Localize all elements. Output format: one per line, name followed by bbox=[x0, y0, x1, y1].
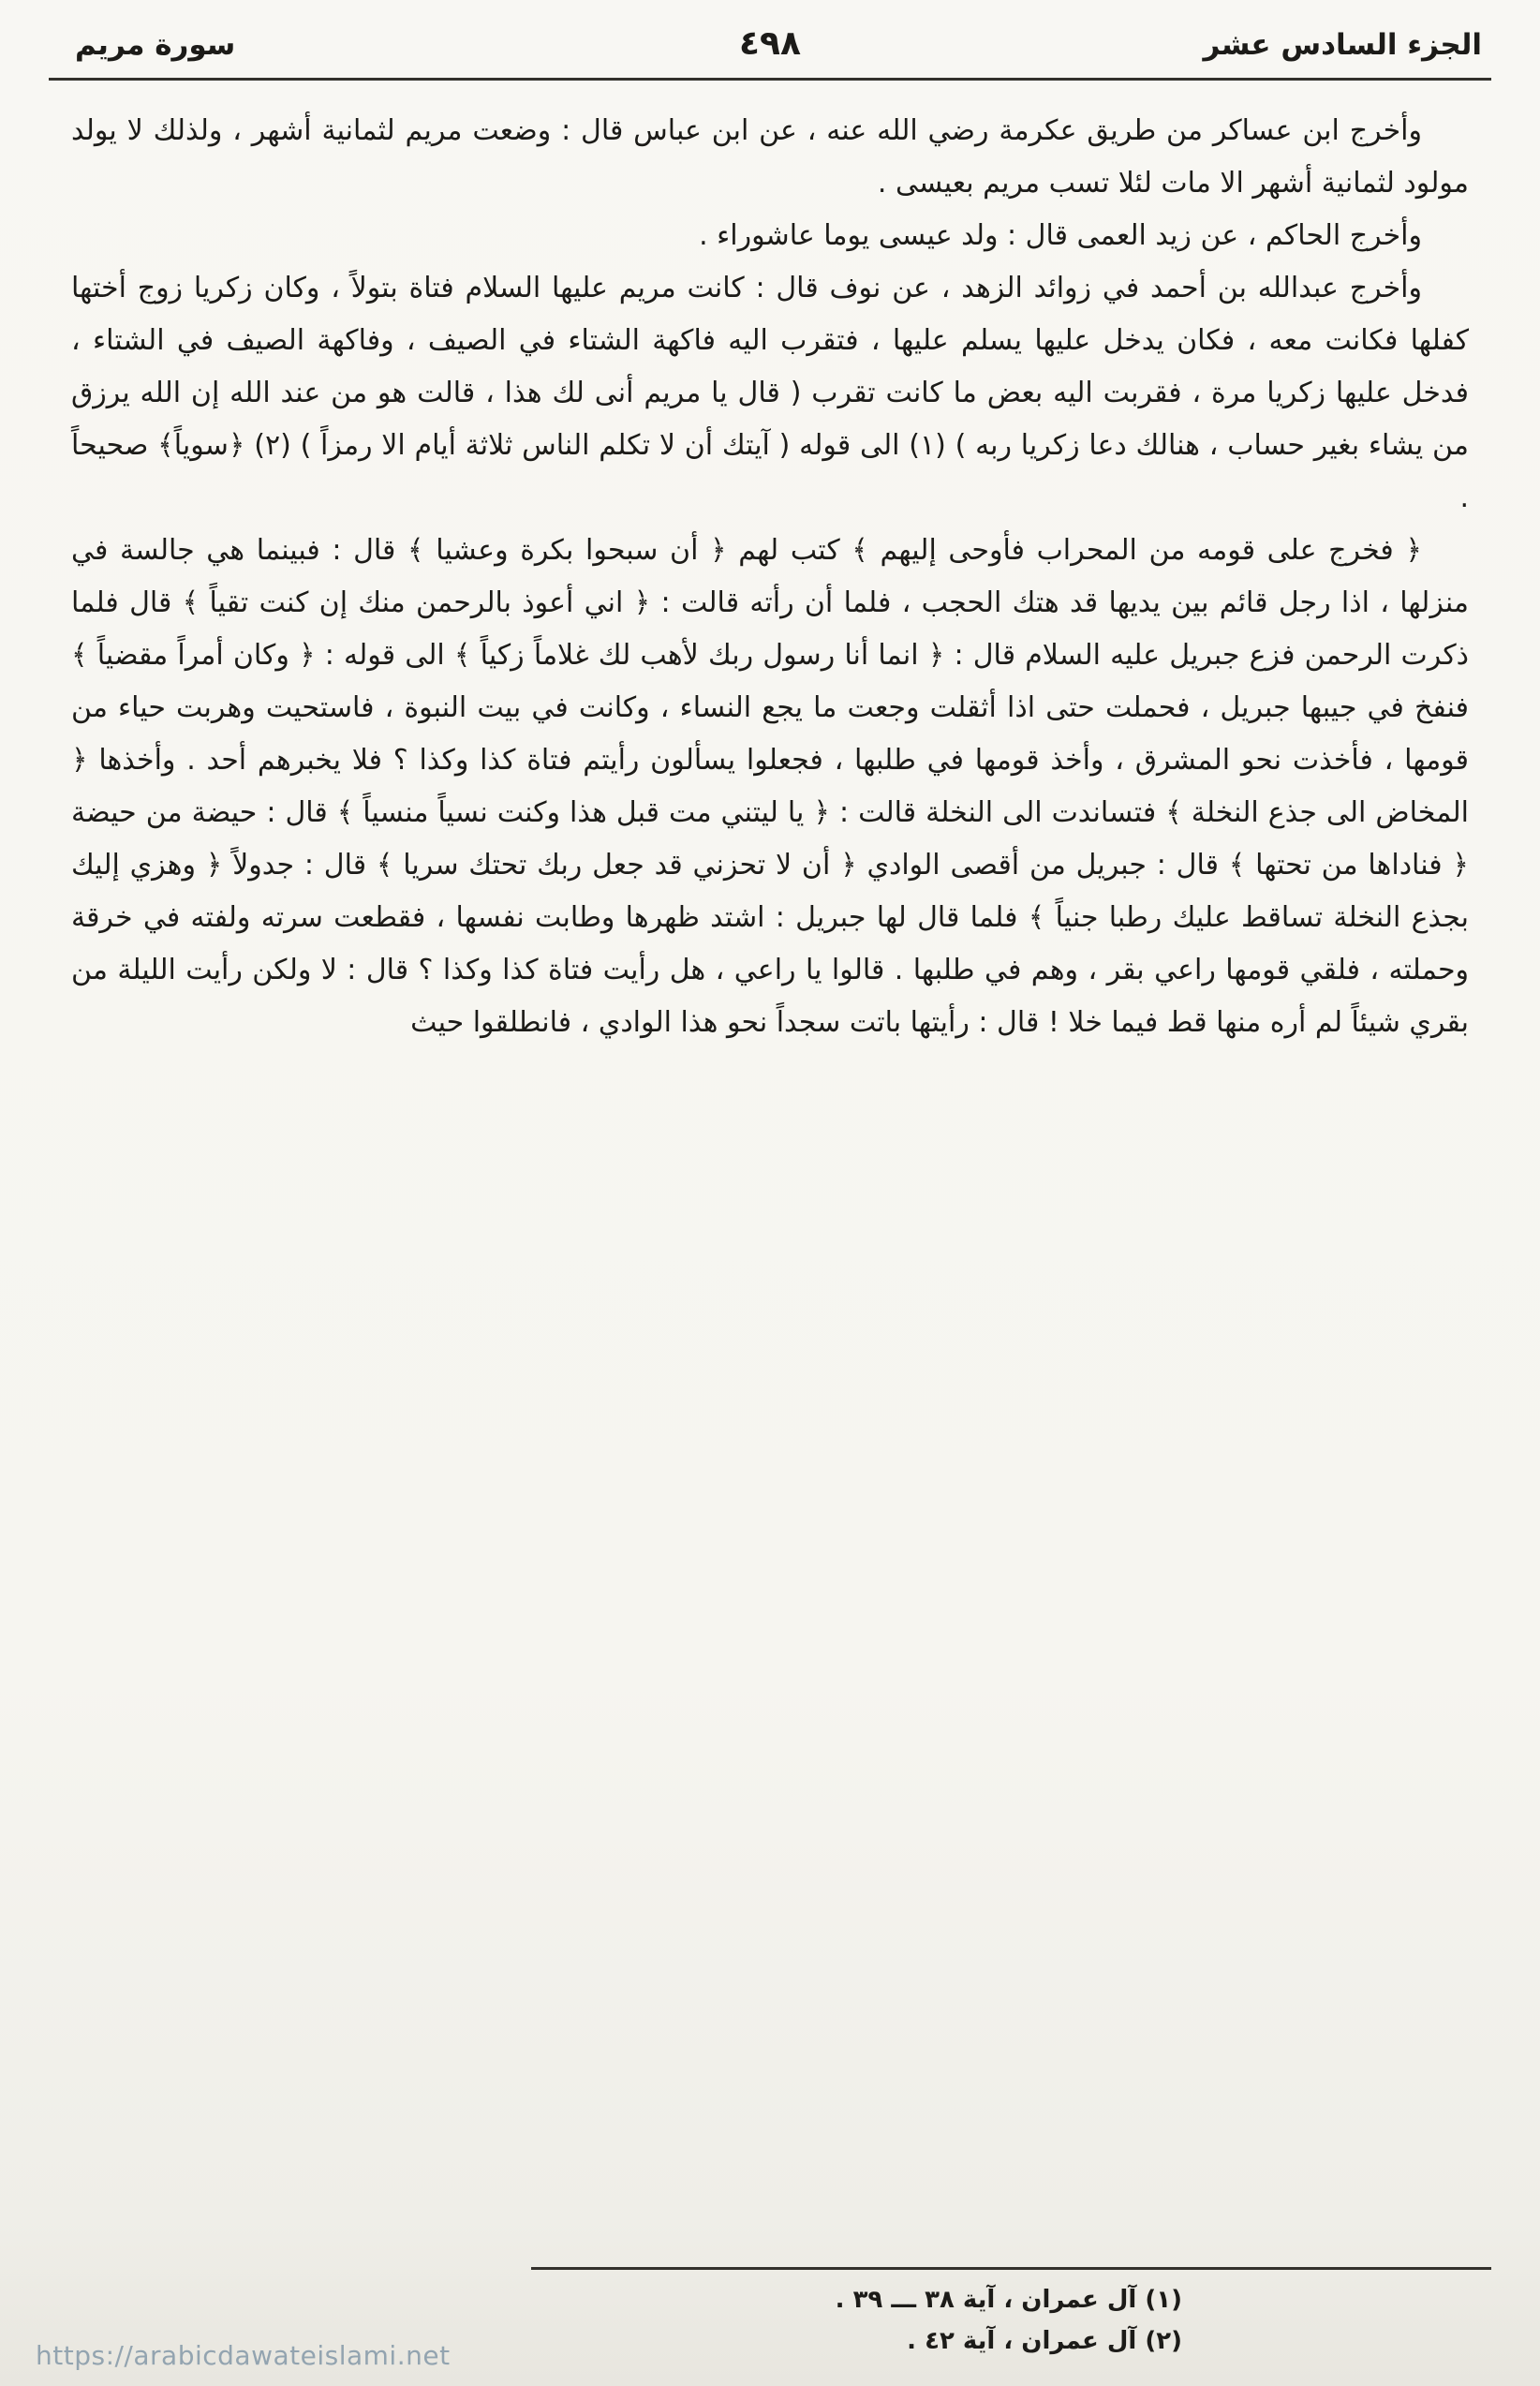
footnote-2: (٢) آل عمران ، آية ٤٢ . bbox=[907, 2327, 1182, 2355]
header-divider bbox=[49, 78, 1491, 81]
surah-title: سورة مريم bbox=[75, 28, 236, 62]
paragraph-abdullah-ibn-ahmad: وأخرج عبدالله بن أحمد في زوائد الزهد ، عن نوف قال : كانت مريم عليها السلام فتاة بتولاً ، وكان زكريا زوج أختها كفلها فكانت معه ، فكان يدخل عليها يسلم عليها ، فتقرب اليه فاكهة الشتاء في الصيف ، وفاكهة الصيف في الشتاء ، فدخل عليها زكريا مرة ، فقربت اليه بعض ما كانت تقرب ( قال يا مريم أنى لك هذا ، قالت هو من عند الله إن الله يرزق من يشاء بغير حساب ، هنالك دعا زكريا ربه ) (١) الى قوله ( آيتك أن لا تكلم الناس ثلاثة أيام الا رمزاً ) (٢) ﴿سوياً﴾ صحيحاً . bbox=[71, 272, 1469, 514]
page-header bbox=[0, 0, 1540, 63]
juz-title: الجزء السادس عشر bbox=[1203, 28, 1482, 62]
paragraph-ibn-asakir: وأخرج ابن عساكر من طريق عكرمة رضي الله عنه ، عن ابن عباس قال : وضعت مريم لثمانية أشهر ، ولذلك لا يولد مولود لثمانية أشهر الا مات لئلا تسب مريم بعيسى . bbox=[71, 114, 1469, 200]
page-number: ٤٩٨ bbox=[739, 24, 801, 63]
footnote-divider bbox=[531, 2267, 1491, 2270]
paragraph-al-hakim: وأخرج الحاكم ، عن زيد العمى قال : ولد عيسى يوما عاشوراء . bbox=[699, 219, 1422, 252]
footnote-1: (١) آل عمران ، آية ٣٨ ـــ ٣٩ . bbox=[835, 2286, 1182, 2314]
paragraph-narration-maryam: ﴿ فخرج على قومه من المحراب فأوحى إليهم ﴾ كتب لهم ﴿ أن سبحوا بكرة وعشيا ﴾ قال : فبينما هي جالسة في منزلها ، اذا رجل قائم بين يديها قد هتك الحجب ، فلما أن رأته قالت : ﴿ اني أعوذ بالرحمن منك إن كنت تقياً ﴾ قال فلما ذكرت الرحمن فزع جبريل عليه السلام قال : ﴿ انما أنا رسول ربك لأهب لك غلاماً زكياً ﴾ الى قوله : ﴿ وكان أمراً مقضياً ﴾ فنفخ في جيبها جبريل ، فحملت حتى اذا أثقلت وجعت ما يجع النساء ، وكانت في بيت النبوة ، فاستحيت وهربت حياء من قومها ، فأخذت نحو المشرق ، وأخذ قومها في طلبها ، فجعلوا يسألون رأيتم فتاة كذا وكذا ؟ فلا يخبرهم أحد . وأخذها ﴿ المخاض الى جذع النخلة ﴾ فتساندت الى النخلة قالت : ﴿ يا ليتني مت قبل هذا وكنت نسياً منسياً ﴾ قال : حيضة من حيضة ﴿ فناداها من تحتها ﴾ قال : جبريل من أقصى الوادي ﴿ أن لا تحزني قد جعل ربك تحتك سريا ﴾ قال : جدولاً ﴿ وهزي إليك بجذع النخلة تساقط عليك رطبا جنياً ﴾ فلما قال لها جبريل : اشتد ظهرها وطابت نفسها ، فقطعت سرته ولفته في خرقة وحملته ، فلقي قومها راعي بقر ، وهم في طلبها . قالوا يا راعي ، هل رأيت فتاة كذا وكذا ؟ قال : لا ولكن رأيت الليلة من بقري شيئاً لم أره منها قط فيما خلا ! قال : رأيتها باتت سجداً نحو هذا الوادي ، فانطلقوا حيث bbox=[71, 534, 1469, 1039]
watermark-url: https://arabicdawateislami.net bbox=[36, 2340, 451, 2371]
page-body bbox=[71, 105, 1469, 2267]
